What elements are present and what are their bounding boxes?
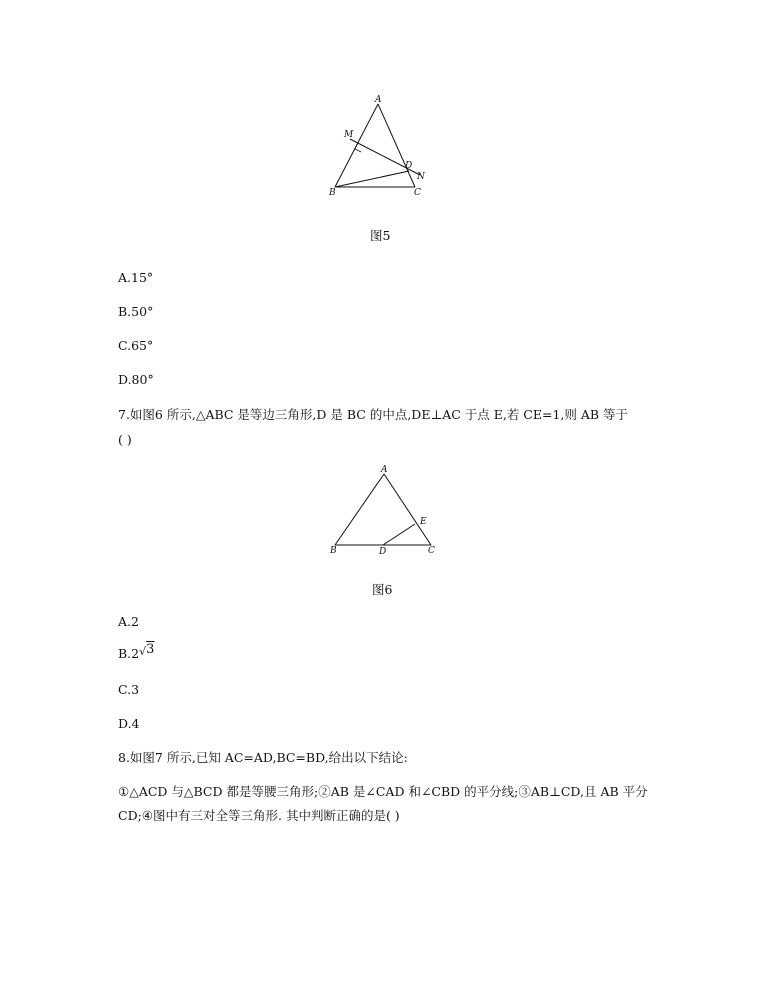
q8-conclusions-line1: ①△ACD 与△BCD 都是等腰三角形;②AB 是∠CAD 和∠CBD 的平分线;③AB⊥CD,且 AB 平分 — [118, 784, 648, 799]
label-a: A — [381, 465, 388, 475]
label-c: C — [428, 546, 435, 556]
q6-option-b: B.50° — [118, 304, 154, 319]
label-d: D — [379, 547, 387, 557]
q7-option-a: A.2 — [118, 614, 139, 629]
figure-5-caption: 图5 — [370, 228, 391, 243]
q8-conclusions-line2: CD;④图中有三对全等三角形. 其中判断正确的是( ) — [118, 808, 400, 823]
label-m: M — [344, 130, 354, 140]
q6-option-c: C.65° — [118, 338, 154, 353]
label-e: E — [420, 517, 427, 527]
segment-bd — [335, 171, 409, 187]
label-b: B — [330, 546, 337, 556]
label-a: A — [375, 95, 382, 105]
q7-option-b — [118, 642, 155, 663]
figure-6-caption: 图6 — [372, 582, 393, 597]
q7-option-c: C.3 — [118, 682, 140, 697]
segment-ab — [335, 474, 384, 545]
figure-5 — [325, 95, 425, 205]
figure-6 — [325, 463, 445, 558]
q7-option-b-prefix: B.2 — [118, 646, 140, 661]
q6-option-a: A.15° — [118, 270, 154, 285]
segment-ac — [378, 104, 415, 187]
label-d: D — [405, 161, 413, 171]
label-n: N — [417, 172, 425, 182]
radicand: 3 — [146, 642, 155, 657]
label-b: B — [329, 188, 336, 198]
q7-option-d: D.4 — [118, 716, 140, 731]
q7-answer-bracket: ( ) — [118, 432, 132, 447]
q6-option-d: D.80° — [118, 372, 154, 387]
q7-stem: 7.如图6 所示,△ABC 是等边三角形,D 是 BC 的中点,DE⊥AC 于点 E,若 CE=1,则 AB 等于 — [118, 407, 629, 422]
segment-de — [383, 524, 415, 545]
segment-ac — [384, 474, 431, 545]
label-c: C — [414, 188, 421, 198]
q8-stem: 8.如图7 所示,已知 AC=AD,BC=BD,给出以下结论: — [118, 750, 408, 765]
radical-sign: √ — [139, 645, 147, 658]
